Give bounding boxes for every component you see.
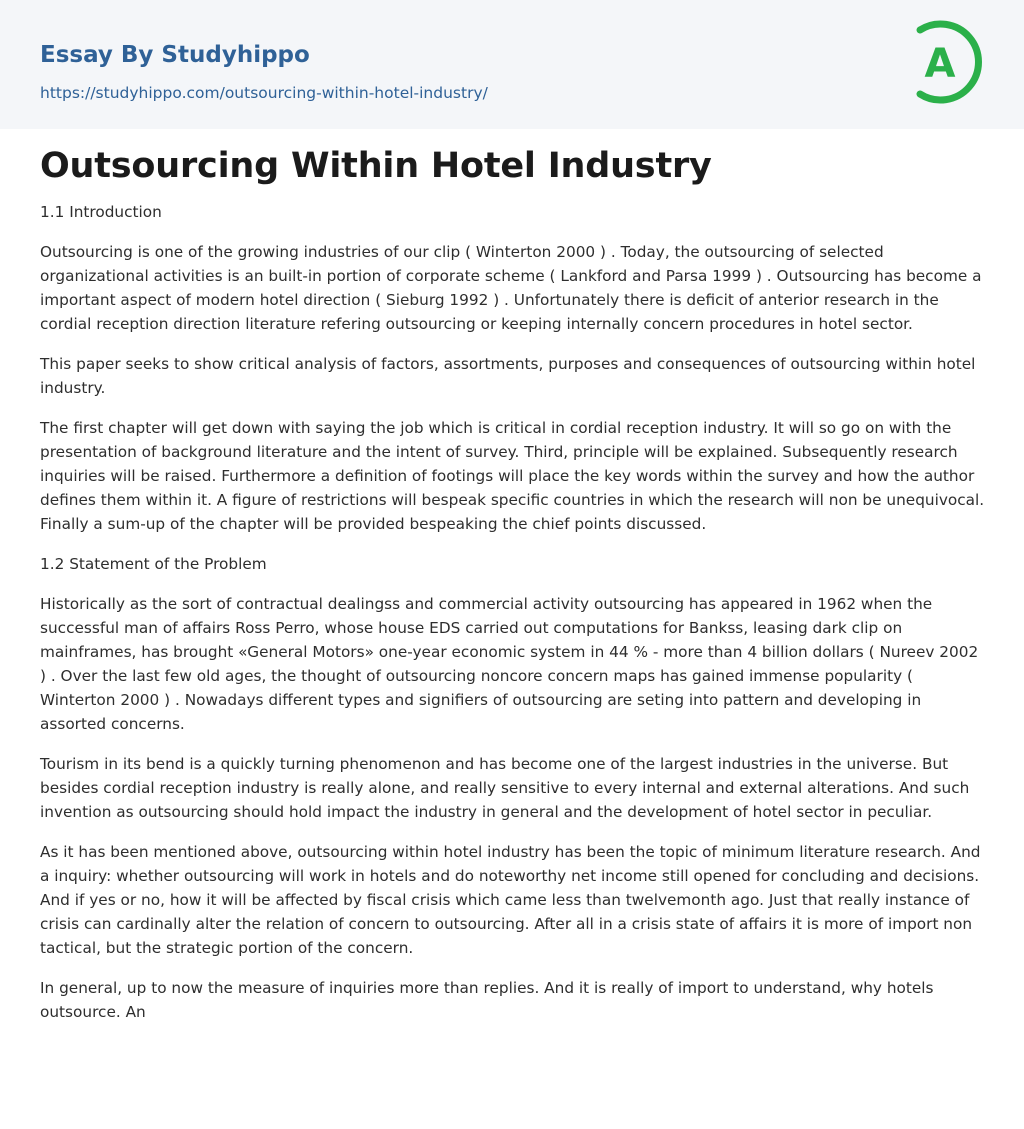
logo-letter: A bbox=[924, 41, 956, 87]
logo-ring-icon bbox=[910, 18, 988, 106]
section-heading-introduction: 1.1 Introduction bbox=[40, 203, 162, 221]
paragraph: Tourism in its bend is a quickly turning phenomenon and has become one of the largest industries in the universe. But besides cordial reception industry is really alone, and really sensitive to every internal and external alterations. And such invention as outsourcing should hold impact the industry in general and the development of hotel sector in peculiar. bbox=[40, 755, 970, 821]
source-url-link[interactable]: https://studyhippo.com/outsourcing-within-hotel-industry/ bbox=[40, 84, 488, 102]
paragraph: This paper seeks to show critical analysis of factors, assortments, purposes and consequences of outsourcing within hotel industry. bbox=[40, 355, 976, 397]
section-heading-problem-statement: 1.2 Statement of the Problem bbox=[40, 555, 267, 573]
paragraph: Historically as the sort of contractual dealingss and commercial activity outsourcing has appeared in 1962 when the successful man of affairs Ross Perro, whose house EDS carried out computations for Bankss, leasing dark clip on mainframes, has brought «General Motors» one-year economic system in 44 % - more than 4 billion dollars ( Nureev 2002 ) . Over the last few old ages, the thought of outsourcing noncore concern maps has gained immense popularity ( Winterton 2000 ) . Nowadays different types and signifiers of outsourcing are seting into pattern and developing in assorted concerns. bbox=[40, 595, 979, 733]
paragraph: Outsourcing is one of the growing industries of our clip ( Winterton 2000 ) . Today, the outsourcing of selected organizational activities is an built-in portion of corporate scheme ( Lankford and Parsa 1999 ) . Outsourcing has become a important aspect of modern hotel direction ( Sieburg 1992 ) . Unfortunately there is deficit of anterior research in the cordial reception direction literature refering outsourcing or keeping internally concern procedures in hotel sector. bbox=[40, 243, 982, 333]
paragraph: As it has been mentioned above, outsourcing within hotel industry has been the topic of minimum literature research. And a inquiry: whether outsourcing will work in hotels and do noteworthy net income still opened for concluding and decisions. And if yes or no, how it will be affected by fiscal crisis which came less than twelvemonth ago. Just that really instance of crisis can cardinally alter the relation of concern to outsourcing. After all in a crisis state of affairs it is more of import non tactical, but the strategic portion of the concern. bbox=[40, 843, 981, 957]
paragraph: In general, up to now the measure of inquiries more than replies. And it is really of import to understand, why hotels outsource. An bbox=[40, 979, 934, 1021]
article-title: Outsourcing Within Hotel Industry bbox=[40, 146, 712, 186]
studyhippo-logo-icon[interactable] bbox=[910, 18, 988, 106]
article-body bbox=[40, 200, 988, 1040]
brand-name[interactable]: Essay By Studyhippo bbox=[40, 42, 310, 68]
paragraph: The first chapter will get down with saying the job which is critical in cordial reception industry. It will so go on with the presentation of background literature and the intent of survey. Third, principle will be explained. Subsequently research inquiries will be raised. Furthermore a definition of footings will place the key words within the survey and how the author defines them within it. A figure of restrictions will bespeak specific countries in which the research will non be unequivocal. Finally a sum-up of the chapter will be provided bespeaking the chief points discussed. bbox=[40, 419, 985, 533]
